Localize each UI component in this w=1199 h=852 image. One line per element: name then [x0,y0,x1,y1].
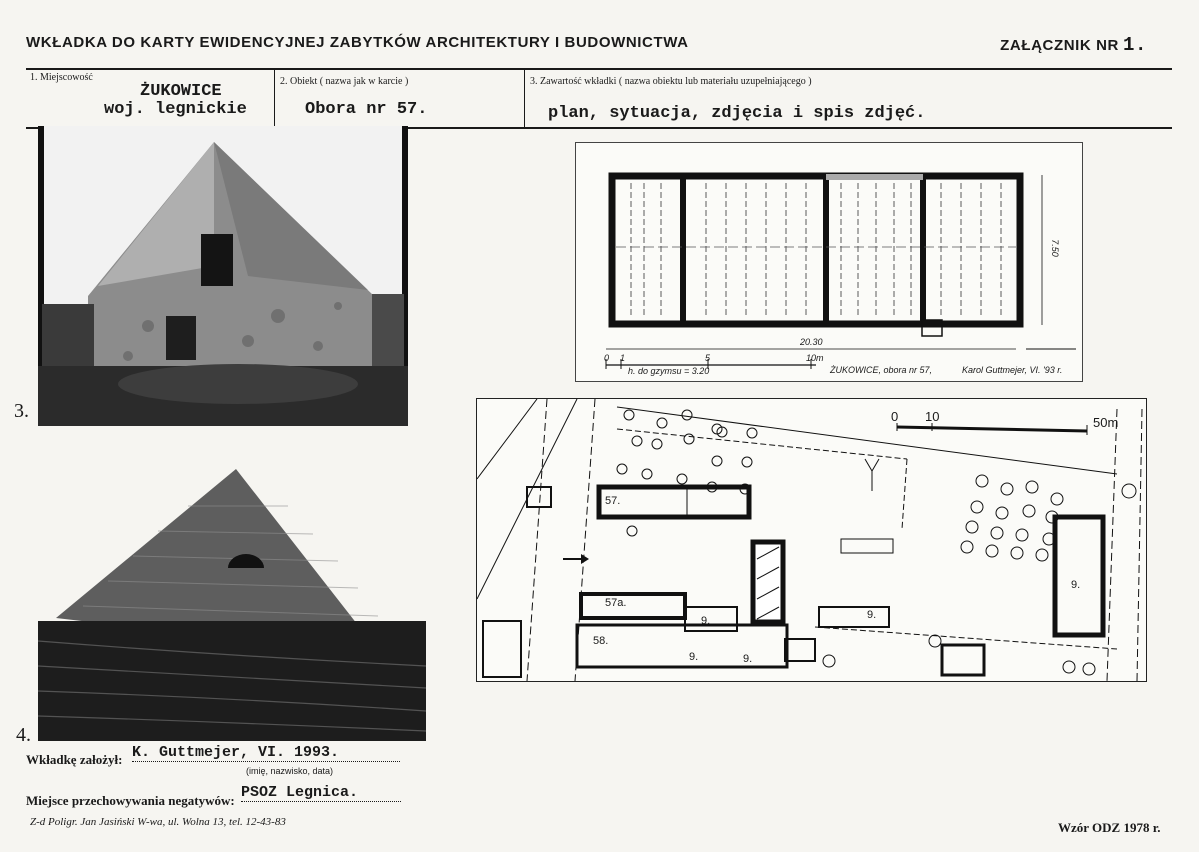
floor-plan [575,142,1083,382]
field-divider-1 [274,69,275,127]
plan-scale-tick-5: 5 [705,353,711,363]
header-top-rule [26,68,1172,70]
building-label-57: 57. [605,495,621,507]
plan-width-dimension: 7.50 [1049,239,1060,257]
building-label-9-north: 9. [867,609,877,621]
created-by-hint: (imię, nazwisko, data) [246,766,334,776]
plan-scale-tick-10: 10m [806,353,824,363]
document-title: WKŁADKA DO KARTY EWIDENCYJNEJ ZABYTKÓW ARCHITEKTURY I BUDOWNICTWA [26,34,689,51]
site-scale-tick-10: 10 [925,409,940,424]
photo-4-brick-gable [38,466,426,741]
building-label-58: 58. [593,635,609,647]
annex-text: ZAŁĄCZNIK NR [1000,37,1119,54]
form-id: Wzór ODZ 1978 r. [1058,820,1161,835]
building-label-9-south-a: 9. [689,651,699,663]
plan-scale-tick-0: 0 [604,353,610,363]
negatives-value: PSOZ Legnica. [241,784,401,802]
printer-imprint: Z-d Poligr. Jan Jasiński W-wa, ul. Wolna 13, tel. 12-43-83 [30,816,286,828]
object-label: 2. Obiekt ( nazwa jak w karcie ) [280,76,409,87]
photo-4-number: 4. [16,724,31,746]
content-label: 3. Zawartość wkładki ( nazwa obiektu lub materiału uzupełniającego ) [530,76,812,87]
created-by-label: Wkładkę założył: [26,752,123,767]
locality-value: ŻUKOWICE [140,82,222,101]
plan-length-dimension: 20.30 [800,337,823,347]
plan-caption: ŻUKOWICE, obora nr 57, [830,365,933,375]
site-scale-tick-50: 50m [1093,415,1119,430]
plan-cornice-height: h. do gzymsu = 3.20 [628,366,710,376]
object-value: Obora nr 57. [305,100,428,119]
annex-label [1000,34,1147,56]
building-label-9-south-b: 9. [743,653,753,665]
field-divider-2 [524,69,525,127]
building-label-9-small: 9. [701,615,711,627]
photo-3-number: 3. [14,400,29,422]
site-plan [476,398,1147,682]
plan-scale-tick-1: 1 [620,353,626,363]
building-label-57a: 57a. [605,597,627,609]
content-value: plan, sytuacja, zdjęcia i spis zdjęć. [548,104,926,123]
building-label-9-east: 9. [1071,579,1081,591]
voivodeship-value: woj. legnickie [104,100,247,119]
created-by-value: K. Guttmejer, VI. 1993. [132,744,400,762]
locality-label: 1. Miejscowość [30,72,93,83]
site-scale-tick-0: 0 [891,409,899,424]
photo-3-gable-barn [38,126,408,426]
plan-author: Karol Guttmejer, VI. '93 r. [962,365,1063,375]
negatives-label: Miejsce przechowywania negatywów: [26,793,235,808]
annex-number: 1. [1122,34,1147,56]
